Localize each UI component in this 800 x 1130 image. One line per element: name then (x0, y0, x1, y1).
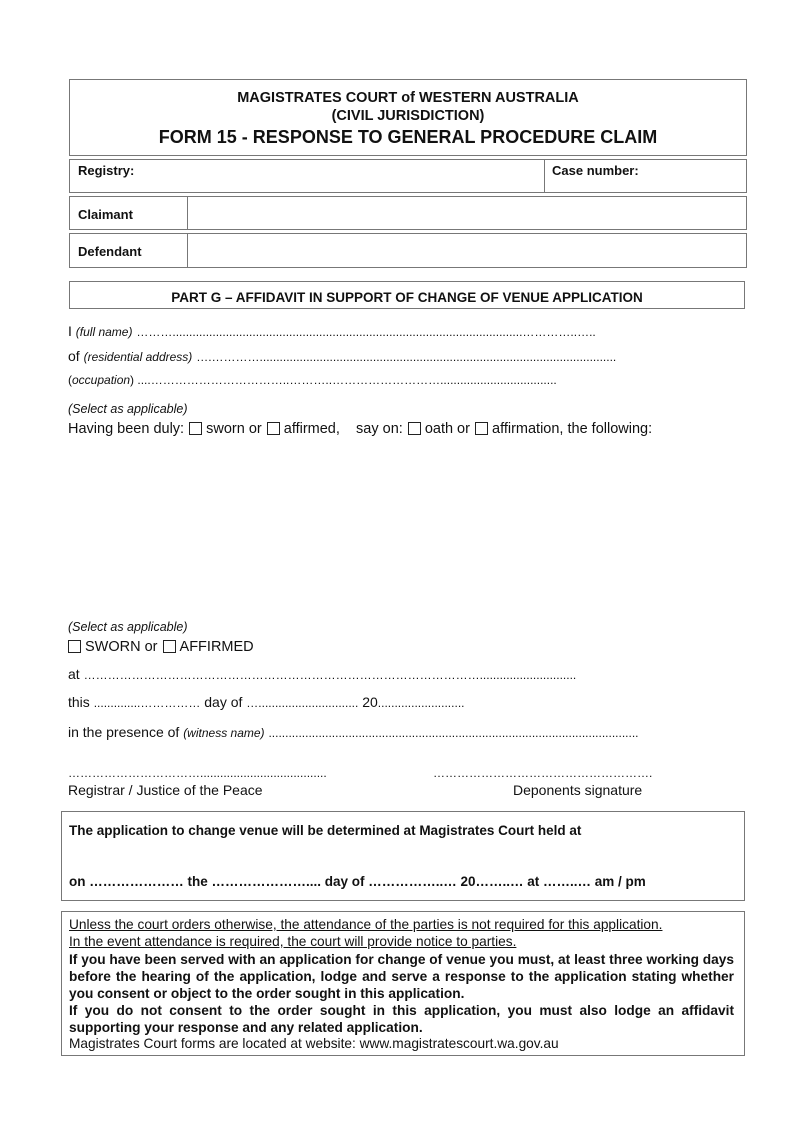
sworn-caps-checkbox[interactable] (68, 640, 81, 653)
registrar-signature-dots[interactable]: ……………………………...................................... (68, 766, 327, 780)
month-dots: ….............................. (246, 696, 359, 710)
affirmed-caps-label: AFFIRMED (179, 639, 254, 655)
registrar-label: Registrar / Justice of the Peace (68, 782, 263, 798)
witness-line[interactable] (68, 724, 639, 740)
paren-close: ) (130, 373, 135, 387)
notice-line-1: Unless the court orders otherwise, the attendance of the parties is not required for this application. (69, 917, 663, 932)
address-line[interactable] (68, 348, 616, 364)
affidavit-body-field[interactable] (68, 445, 744, 615)
defendant-row (69, 233, 747, 268)
determination-box (61, 811, 745, 901)
claimant-label: Claimant (78, 207, 133, 222)
jurisdiction: (CIVIL JURISDICTION) (331, 108, 485, 124)
deponent-label: Deponents signature (513, 782, 643, 798)
full-name-line[interactable] (68, 323, 596, 339)
case-number-field[interactable] (650, 160, 746, 192)
oath-label: oath or (424, 421, 470, 437)
presence-prefix: in the presence of (68, 724, 180, 740)
year-prefix: 20 (362, 694, 378, 710)
at-dots: ………………………………………………………………………………………............................. (83, 668, 577, 682)
address-label: (residential address) (83, 350, 193, 364)
full-name-dots: ……….........................................................................................................…………..….. (136, 325, 596, 339)
this-prefix: this (68, 694, 90, 710)
sworn-affirmed-line (68, 639, 254, 655)
form-title: FORM 15 - RESPONSE TO GENERAL PROCEDURE CLAIM (158, 127, 658, 147)
witness-dots: ............................................................................................................... (268, 726, 639, 740)
sworn-label: sworn or (206, 421, 262, 437)
affirmation-checkbox[interactable] (475, 422, 488, 435)
i-prefix: I (68, 323, 72, 339)
affirmed-label: affirmed, (283, 421, 340, 437)
witness-label: (witness name) (183, 726, 265, 740)
this-dots: ..............…………… (93, 696, 201, 710)
affirmed-checkbox[interactable] (267, 422, 280, 435)
full-name-label: (full name) (75, 325, 133, 339)
sworn-checkbox[interactable] (189, 422, 202, 435)
registry-label: Registry: (78, 163, 135, 178)
notice-paragraph-1: If you have been served with an application for change of venue you must, at least three working days before the hearing of the application, lodge and serve a response to the application stating whether you consent or object to the order sought in this application. (69, 952, 734, 1001)
address-dots: ….…………........................................................................................................... (196, 350, 617, 364)
at-prefix: at (68, 666, 80, 682)
affirmed-caps-checkbox[interactable] (163, 640, 176, 653)
notice-line-2: In the event attendance is required, the court will provide notice to parties. (69, 934, 517, 949)
paren-open: ( (68, 373, 72, 387)
date-line[interactable] (68, 694, 464, 710)
court-name: MAGISTRATES COURT of WESTERN AUSTRALIA (237, 90, 579, 106)
duly-line (68, 421, 652, 437)
oath-checkbox[interactable] (408, 422, 421, 435)
of-prefix: of (68, 348, 80, 364)
say-on-label: say on: (356, 421, 403, 437)
select-applicable-1: (Select as applicable) (68, 402, 188, 416)
day-of-label: day of (204, 694, 243, 710)
notice-paragraph-2: If you do not consent to the order sought in this application, you must also lodge an affidavit supporting your response and any related application. (69, 1003, 734, 1035)
year-dots: .......................... (377, 696, 465, 710)
notice-website: Magistrates Court forms are located at website: www.magistratescourt.wa.gov.au (69, 1036, 559, 1051)
occupation-label: occupation (72, 373, 131, 387)
affirmation-label: affirmation, the following: (492, 421, 653, 437)
occupation-dots: ....……………………………..………..………………………................................... (137, 373, 557, 387)
notice-box (61, 911, 745, 1056)
defendant-label: Defendant (78, 244, 142, 259)
duly-text: Having been duly: (68, 421, 185, 437)
registry-row (69, 159, 747, 193)
defendant-field[interactable] (188, 234, 746, 267)
part-g-header (69, 281, 745, 309)
form-header (69, 79, 747, 156)
part-g-title: PART G – AFFIDAVIT IN SUPPORT OF CHANGE OF VENUE APPLICATION (171, 290, 643, 305)
claimant-field[interactable] (188, 197, 746, 229)
determination-line-2[interactable]: on ………………… the ………………….... day of ……………..… 20……..… at ……..… am / pm (69, 874, 646, 889)
determination-line-1: The application to change venue will be determined at Magistrates Court held at (69, 823, 582, 838)
divider (544, 160, 545, 192)
deponent-signature-dots[interactable]: ………………………………………………. (433, 766, 653, 780)
select-applicable-2: (Select as applicable) (68, 620, 188, 634)
sworn-caps-label: SWORN or (85, 639, 158, 655)
claimant-row (69, 196, 747, 230)
at-line[interactable] (68, 666, 576, 682)
occupation-line[interactable] (68, 373, 557, 387)
case-number-label: Case number: (552, 163, 639, 178)
registry-field[interactable] (160, 160, 543, 192)
